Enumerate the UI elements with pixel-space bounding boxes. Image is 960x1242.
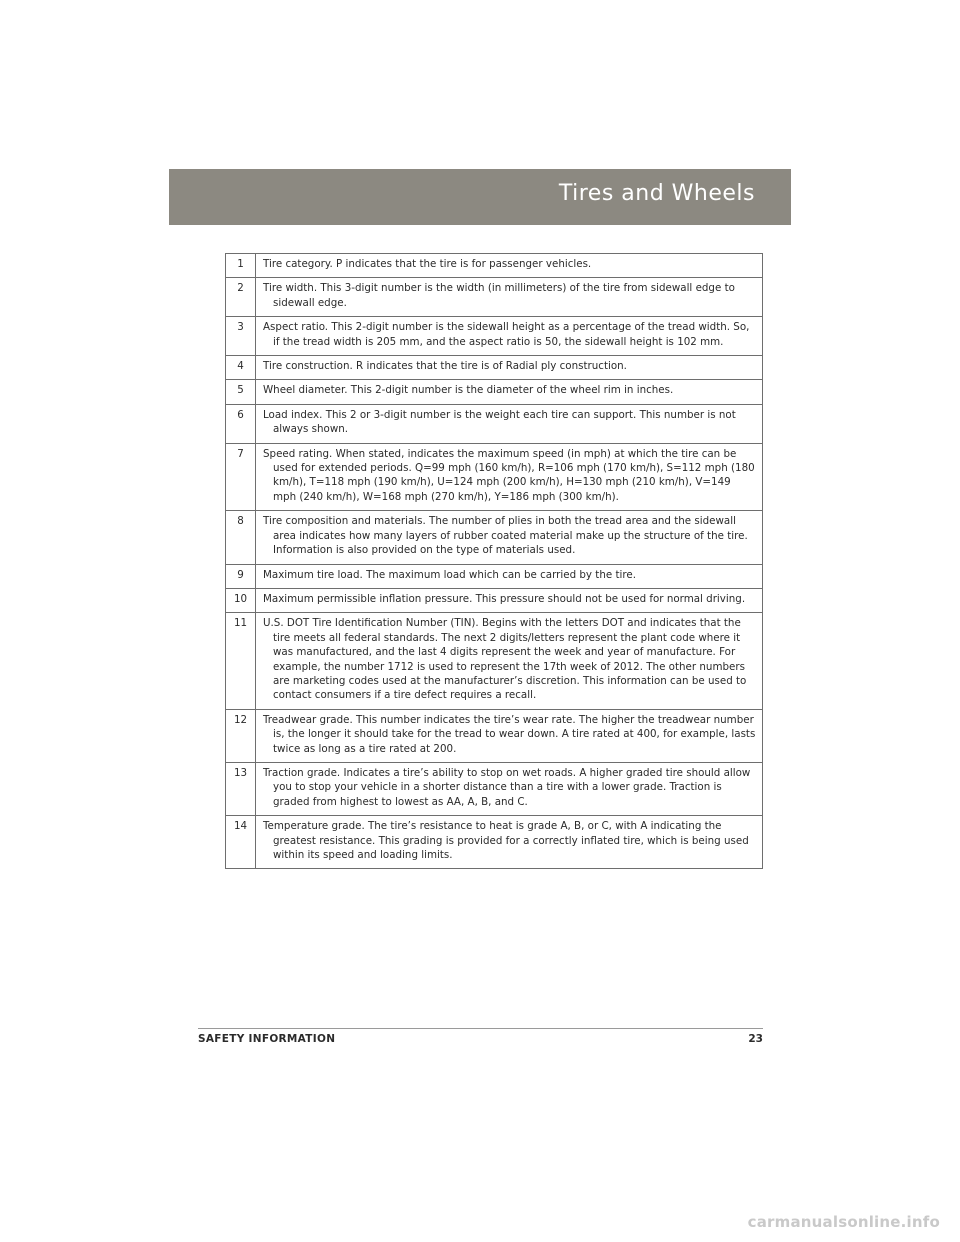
row-description-text: Traction grade. Indicates a tire’s ability to stop on wet roads. A higher graded tire should allow you to stop your vehicle in a shorter distance than a tire with a lower grade. Traction is graded from highest to lowest as AA, A, B, and C. <box>263 766 751 808</box>
row-number: 6 <box>226 404 256 443</box>
row-description-text: Tire width. This 3-digit number is the width (in millimeters) of the tire from sidewall edge to sidewall edge. <box>263 282 735 309</box>
row-number: 9 <box>226 564 256 588</box>
row-number: 3 <box>226 317 256 356</box>
row-number: 11 <box>226 613 256 709</box>
watermark-text: carmanualsonline.info <box>747 1213 940 1231</box>
row-description-text: Load index. This 2 or 3-digit number is the weight each tire can support. This number is not always shown. <box>263 408 736 436</box>
row-description-text: Tire category. P indicates that the tire is for passenger vehicles. <box>263 258 592 270</box>
row-description-text: Tire composition and materials. The number of plies in both the tread area and the sidewall area indicates how many layers of rubber coated material make up the structure of the tire. Information is also provided on the type of materials used. <box>263 515 748 557</box>
row-description <box>256 564 763 588</box>
row-description-text: Treadwear grade. This number indicates the tire’s wear rate. The higher the treadwear number is, the longer it should take for the tread to wear down. A tire rated at 400, for example, lasts twice as long as a tire rated at 200. <box>263 713 756 755</box>
table-row <box>226 564 763 588</box>
table-row <box>226 709 763 762</box>
section-title: Tires and Wheels <box>558 181 755 206</box>
row-description <box>256 443 763 511</box>
table-row <box>226 317 763 356</box>
row-number: 13 <box>226 762 256 815</box>
row-description <box>256 511 763 564</box>
row-description <box>256 816 763 869</box>
table-row <box>226 613 763 709</box>
row-number: 4 <box>226 356 256 380</box>
row-description-text: Tire construction. R indicates that the tire is of Radial ply construction. <box>263 360 627 373</box>
row-description <box>256 709 763 762</box>
table-row <box>226 762 763 815</box>
table-row <box>226 588 763 612</box>
row-number: 14 <box>226 816 256 869</box>
row-number: 5 <box>226 380 256 404</box>
row-description <box>256 762 763 815</box>
row-number: 7 <box>226 443 256 511</box>
row-description-text: Wheel diameter. This 2-digit number is the diameter of the wheel rim in inches. <box>263 384 674 397</box>
tire-marking-table-body <box>226 254 763 869</box>
table-row <box>226 356 763 380</box>
row-description <box>256 356 763 380</box>
table-row <box>226 278 763 317</box>
row-description <box>256 380 763 404</box>
row-description <box>256 254 763 278</box>
row-description-text: Aspect ratio. This 2-digit number is the sidewall height as a percentage of the tread width. So, if the tread width is 205 mm, and the aspect ratio is 50, the sidewall height is 102 mm. <box>263 321 750 348</box>
row-description-text: Speed rating. When stated, indicates the maximum speed (in mph) at which the tire can be used for extended periods. Q=99 mph (160 km/h), R=106 mph (170 km/h), S=112 mph (180 km/h), T=118 mph (190 km/h), U=124 mph (200 km/h), H=130 mph (210 km/h), V=149 mph (240 km/h), W=168 mph (270 km/h), Y=186 mph (300 km/h). <box>263 447 755 503</box>
row-number: 12 <box>226 709 256 762</box>
table-row <box>226 380 763 404</box>
row-description-text: Maximum tire load. The maximum load which can be carried by the tire. <box>263 568 636 581</box>
row-description <box>256 317 763 356</box>
table-row <box>226 816 763 869</box>
table-row <box>226 254 763 278</box>
table-row <box>226 511 763 564</box>
row-description <box>256 588 763 612</box>
row-description-text: Maximum permissible inflation pressure. This pressure should not be used for normal driving. <box>263 592 746 605</box>
row-number: 10 <box>226 588 256 612</box>
table-row <box>226 443 763 511</box>
row-number: 2 <box>226 278 256 317</box>
row-description <box>256 613 763 709</box>
section-header-band <box>169 169 791 225</box>
row-description <box>256 278 763 317</box>
row-description-text: U.S. DOT Tire Identification Number (TIN). Begins with the letters DOT and indicates that the tire meets all federal standards. The next 2 digits/letters represent the plant code where it was manufactured, and the last 4 digits represent the week and year of manufacture. For example, the number 1712 is used to represent the 17th week of 2012. The other numbers are marketing codes used at the manufacturer’s discretion. This information can be used to contact consumers if a tire defect requires a recall. <box>263 617 747 702</box>
footer-page-number: 23 <box>748 1033 763 1045</box>
row-description-text: Temperature grade. The tire’s resistance to heat is grade A, B, or C, with A indicating the greatest resistance. This grading is provided for a correctly inflated tire, which is being used within its speed and loading limits. <box>263 820 749 861</box>
footer-section-name: SAFETY INFORMATION <box>198 1033 336 1045</box>
row-description <box>256 404 763 443</box>
footer-divider <box>198 1028 763 1029</box>
tire-marking-table <box>225 253 763 869</box>
table-row <box>226 404 763 443</box>
row-number: 1 <box>226 254 256 278</box>
row-number: 8 <box>226 511 256 564</box>
